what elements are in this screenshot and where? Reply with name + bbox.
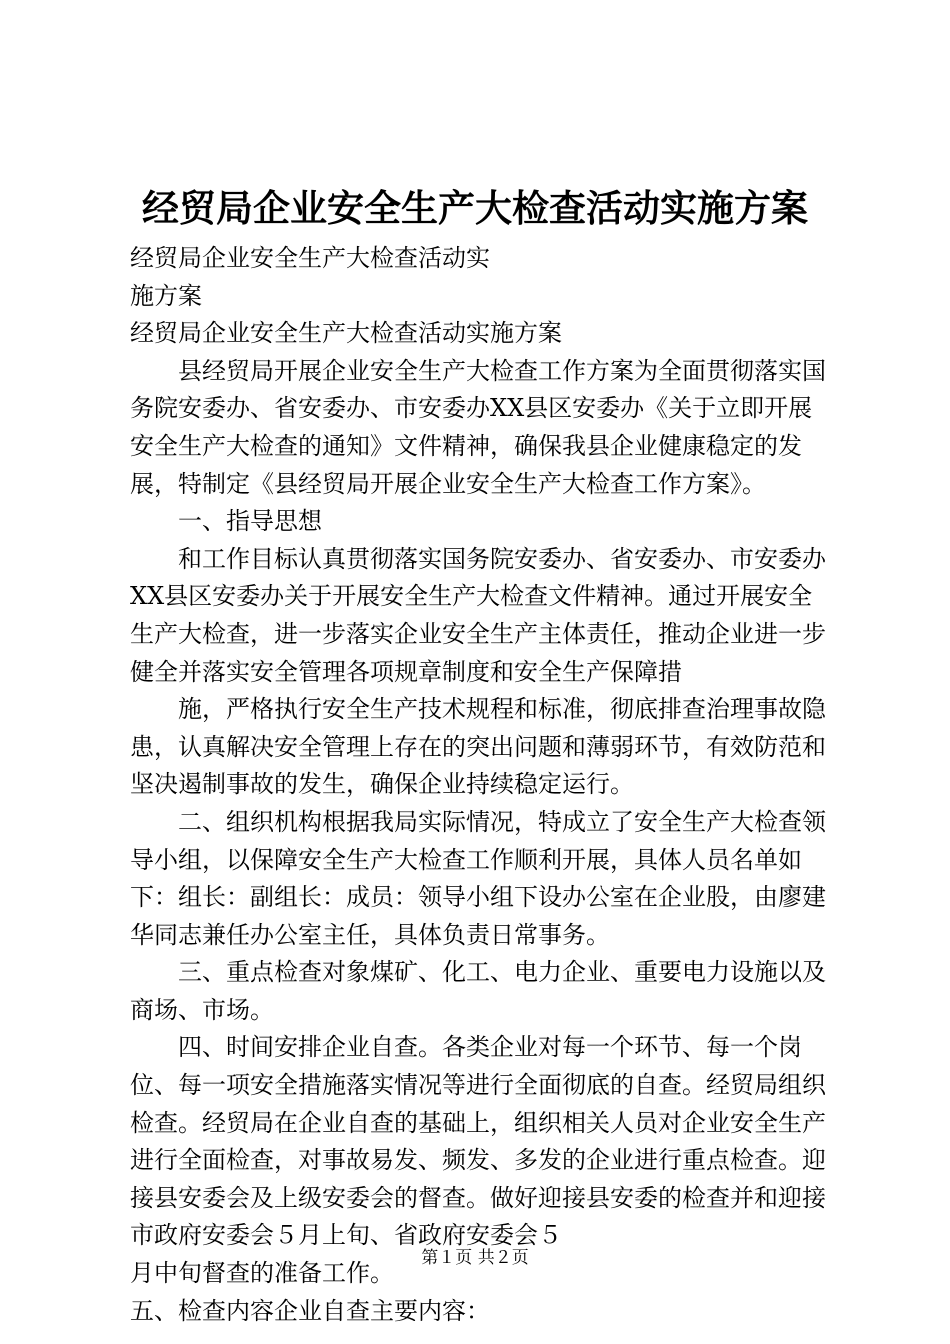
paragraph: 五、检查内容企业自查主要内容：	[130, 1296, 490, 1325]
document-body	[130, 240, 830, 1330]
document-title: 经贸局企业安全生产大检查活动实施方案	[142, 186, 808, 230]
paragraph: 月中旬督查的准备工作。	[130, 1259, 394, 1288]
paragraph: 经贸局企业安全生产大检查活动实	[130, 244, 490, 272]
paragraph: 三、重点检查对象煤矿、化工、电力企业、重要电力设施以及商场、市场。	[130, 958, 826, 1024]
paragraph: 县经贸局开展企业安全生产大检查工作方案为全面贯彻落实国务院安委办、省安委办、市安委办XX县区安委办《关于立即开展安全生产大检查的通知》文件精神，确保我县企业健康稳定的发展，特制定《县经贸局开展企业安全生产大检查工作方案》。	[130, 356, 826, 498]
paragraph: 二、组织机构根据我局实际情况，特成立了安全生产大检查领导小组，以保障安全生产大检查工作顺利开展，具体人员名单如下：组长：副组长：成员：领导小组下设办公室在企业股，由廖建华同志兼任办公室主任，具体负责日常事务。	[130, 807, 826, 949]
section-heading: 一、指导思想	[178, 507, 322, 536]
paragraph: 四、时间安排企业自查。各类企业对每一个环节、每一个岗位、每一项安全措施落实情况等进行全面彻底的自查。经贸局组织检查。经贸局在企业自查的基础上，组织相关人员对企业安全生产进行全面检查，对事故易发、频发、多发的企业进行重点检查。迎接县安委会及上级安委会的督查。做好迎接县安委的检查并和迎接市政府安委会５月上旬、省政府安委会５	[130, 1033, 826, 1250]
paragraph: 和工作目标认真贯彻落实国务院安委办、省安委办、市安委办XX县区安委办关于开展安全生产大检查文件精神。通过开展安全生产大检查，进一步落实企业安全生产主体责任，推动企业进一步健全并落实安全管理各项规章制度和安全生产保障措	[130, 544, 826, 686]
paragraph: 施，严格执行安全生产技术规程和标准，彻底排查治理事故隐患，认真解决安全管理上存在的突出问题和薄弱环节，有效防范和坚决遏制事故的发生，确保企业持续稳定运行。	[130, 695, 826, 799]
page-footer: 第１页 共２页	[421, 1248, 529, 1268]
paragraph: 施方案	[130, 281, 202, 310]
paragraph: 经贸局企业安全生产大检查活动实施方案	[130, 319, 562, 348]
